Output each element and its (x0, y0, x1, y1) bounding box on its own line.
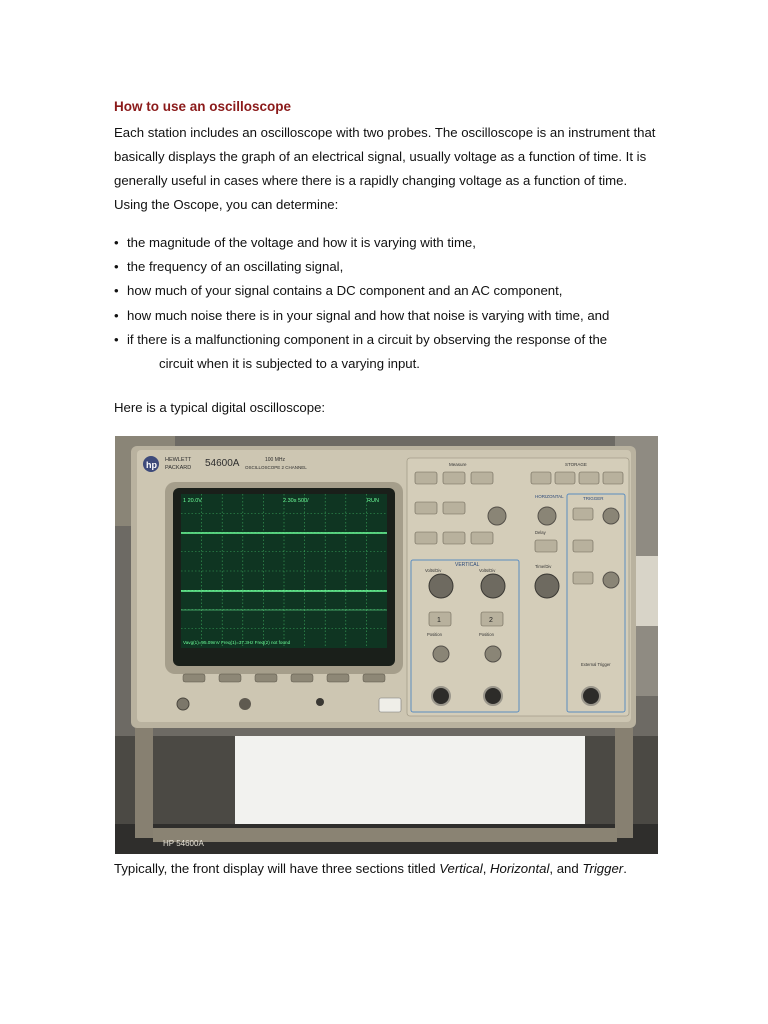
list-item-text: if there is a malfunctioning component in a circuit by observing the response of the (127, 331, 608, 347)
image-intro: Here is a typical digital oscilloscope: (114, 400, 326, 415)
intensity-knob[interactable] (177, 698, 189, 710)
main-delayed-button[interactable] (535, 540, 557, 552)
position-knob-1[interactable] (433, 646, 449, 662)
volts-div-label-2: Volts/Div (479, 568, 496, 573)
position-knob-2[interactable] (485, 646, 501, 662)
photo-caption (114, 857, 659, 881)
print-button[interactable] (471, 532, 493, 544)
volts-div-label-1: Volts/Div (425, 568, 442, 573)
delay-knob[interactable] (538, 507, 556, 525)
run-button[interactable] (531, 472, 551, 484)
channel-1-bnc-input[interactable] (432, 687, 450, 705)
list-item (114, 231, 659, 255)
volts-div-knob-2[interactable] (481, 574, 505, 598)
measure-cursors-button[interactable] (471, 472, 493, 484)
display-button[interactable] (443, 532, 465, 544)
caption-separator: , and (549, 861, 583, 876)
holdoff-knob[interactable] (603, 572, 619, 588)
list-item-text: how much noise there is in your signal and how that noise is varying with time, and (127, 307, 610, 323)
trigger-slope-button[interactable] (573, 572, 593, 584)
storage-section-label: STORAGE (565, 462, 587, 467)
position-label-2: Position (479, 632, 494, 637)
caption-vertical: Vertical (439, 861, 483, 876)
stop-button[interactable] (555, 472, 575, 484)
trigger-source-button[interactable] (573, 508, 593, 520)
section-heading: How to use an oscilloscope (114, 99, 292, 114)
channel-1-label: 1 (437, 617, 441, 624)
bullet-icon: • (114, 307, 119, 323)
caption-text: Typically, the front display will have three sections titled (114, 861, 440, 876)
brand-line1: HEWLETT (165, 457, 192, 463)
horizontal-section-label: HORIZONTAL (535, 494, 564, 499)
bullet-icon: • (114, 331, 119, 347)
bullet-icon: • (114, 235, 119, 250)
time-div-label: Time/Div (535, 564, 552, 569)
screen-run-status: RUN (367, 498, 379, 504)
bullet-icon: • (114, 259, 119, 275)
entry-knob[interactable] (488, 507, 506, 525)
channel-2-bnc-input[interactable] (484, 687, 502, 705)
time-div-knob[interactable] (535, 574, 559, 598)
external-trigger-label: External Trigger (581, 662, 611, 667)
bandwidth-label: 100 MHz (265, 457, 286, 463)
caption-trigger: Trigger (582, 861, 624, 876)
external-trigger-bnc-input[interactable] (582, 687, 600, 705)
erase-button[interactable] (603, 472, 623, 484)
save-recall-button[interactable] (415, 502, 437, 514)
list-item (114, 304, 659, 328)
list-item (114, 255, 659, 279)
uses-list (114, 231, 659, 376)
intro-paragraph: Each station includes an oscilloscope with two probes. The oscilloscope is an instrument that basically displays the graph of an electrical signal, usually voltage as a function of time. It is generally useful in cases where there is a rapidly changing voltage as a function of time. Using the Oscope, you can determine: (114, 125, 656, 212)
ground-terminal (316, 698, 324, 706)
svg-text:hp: hp (146, 460, 157, 470)
trigger-mode-button[interactable] (573, 540, 593, 552)
volts-div-knob-1[interactable] (429, 574, 453, 598)
measure-time-button[interactable] (443, 472, 465, 484)
list-item (114, 279, 659, 303)
oscilloscope-illustration (115, 436, 658, 854)
screen-channel-readout: 1 20.0V (183, 498, 202, 504)
oscilloscope-screen (181, 494, 387, 648)
measure-voltage-button[interactable] (415, 472, 437, 484)
autostore-button[interactable] (579, 472, 599, 484)
channel-2-label: 2 (489, 617, 493, 624)
vertical-section-label: VERTICAL (455, 562, 480, 568)
bullet-icon: • (114, 283, 119, 299)
list-item-text: the frequency of an oscillating signal, (127, 259, 344, 275)
autoscale-button[interactable] (415, 532, 437, 544)
base-model-label: HP 54600A (163, 839, 204, 848)
position-label-1: Position (427, 632, 442, 637)
list-item (114, 328, 659, 376)
measure-section-label: Measure (449, 462, 467, 467)
screen-measurement-line: Vavg(1)=95.09mV Freq(1)=37.3Hz Freq(2) not found (183, 640, 291, 645)
delay-label: Delay (535, 530, 546, 535)
list-item-text: how much of your signal contains a DC component and an AC component, (127, 283, 563, 299)
oscilloscope-photo (115, 436, 658, 854)
probe-adjust-terminal (239, 698, 251, 710)
model-number: 54600A (205, 458, 240, 469)
list-item-text: the magnitude of the voltage and how it is varying with time, (127, 235, 476, 250)
caption-horizontal: Horizontal (490, 861, 550, 876)
caption-separator: , (482, 861, 491, 876)
caption-end: . (623, 861, 627, 876)
power-button[interactable] (379, 698, 401, 712)
screen-timebase-readout: 2.30s 500/ (283, 498, 309, 504)
brand-line2: PACKARD (165, 465, 192, 471)
setup-button[interactable] (443, 502, 465, 514)
list-item-continuation: circuit when it is subjected to a varying input. (159, 356, 420, 372)
trigger-section-label: TRIGGER (583, 496, 604, 501)
trigger-level-knob[interactable] (603, 508, 619, 524)
model-subtitle: OSCILLOSCOPE 2 CHANNEL (245, 465, 307, 470)
